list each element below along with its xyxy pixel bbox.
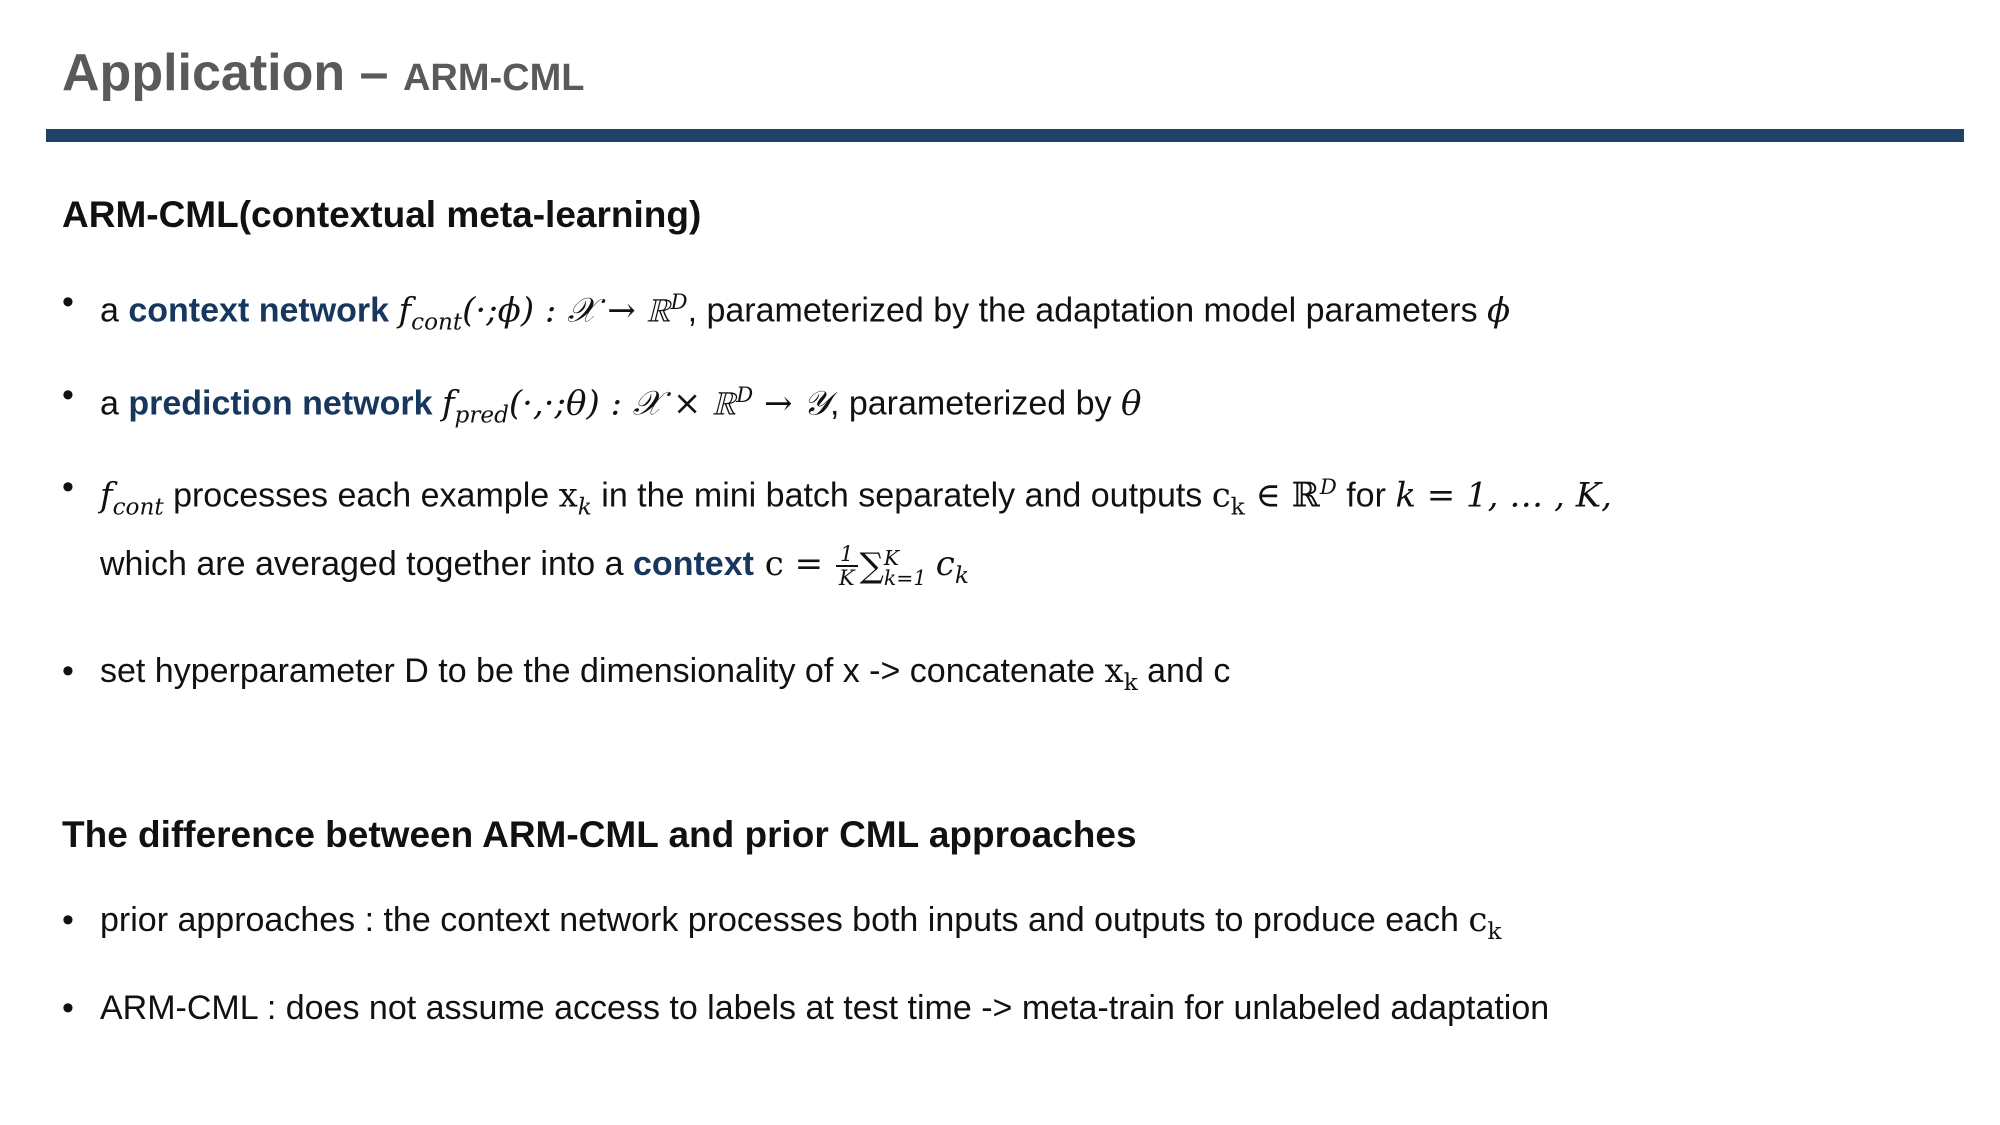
sum-lower: k=1 — [883, 566, 927, 591]
math-ck: c — [935, 544, 955, 584]
math-superscript: D — [1319, 474, 1337, 499]
math-superscript: D — [736, 382, 754, 407]
section-heading-difference: The difference between ARM-CML and prior CML approaches — [62, 814, 1137, 855]
math-c-eq: c = — [753, 544, 834, 584]
math-fraction — [836, 540, 858, 591]
text-main: set hyperparameter D to be the dimensionality of x -> concatenate — [100, 652, 1105, 690]
math-c: c — [1468, 900, 1488, 940]
bullet-text — [100, 463, 1612, 532]
math-x: x — [1104, 651, 1124, 691]
math-ck-subscript: k — [954, 563, 969, 590]
math-f: f — [441, 383, 455, 424]
math-x-subscript: k — [1123, 670, 1138, 697]
bullet-text — [100, 371, 1141, 440]
text-main: prior approaches : the context network processes both inputs and outputs to produce each — [100, 901, 1469, 939]
bullet-dot: • — [62, 283, 74, 321]
text-part1: processes each example — [163, 476, 559, 515]
math-param: θ — [1120, 383, 1142, 424]
fraction-denominator: K — [838, 565, 855, 591]
fraction-numerator: 1 — [836, 543, 858, 567]
title-subtitle: ARM-CML — [402, 57, 585, 99]
math-x-subscript: k — [577, 494, 592, 521]
math-c-subscript: k — [1230, 494, 1245, 521]
bullet-dot: • — [62, 468, 74, 506]
bullet-text — [100, 896, 1501, 956]
sum-upper: K — [883, 545, 900, 570]
title-separator: – — [345, 44, 403, 102]
math-signature: (·,·;θ) : 𝒳 × ℝ — [508, 383, 737, 424]
sum-symbol: ∑ — [859, 546, 884, 587]
term-context: context — [633, 545, 754, 583]
title-divider — [46, 129, 1964, 142]
title-main: Application — [62, 44, 346, 102]
text-suffix: , parameterized by the adaptation model parameters — [687, 291, 1488, 330]
bullet-dot: • — [62, 901, 74, 939]
math-f: f — [398, 290, 412, 331]
text-prefix: which are averaged together into a — [100, 545, 634, 583]
math-in: ∈ ℝ — [1244, 475, 1320, 516]
text-prefix: a — [100, 384, 129, 423]
math-c-subscript: k — [1487, 919, 1502, 946]
bullet-text — [100, 647, 1230, 707]
math-superscript: D — [670, 289, 688, 314]
bullet-text — [100, 540, 969, 600]
slide-title — [62, 38, 584, 113]
math-f-subscript: cont — [411, 309, 463, 336]
section-heading-arm-cml: ARM-CML(contextual meta-learning) — [62, 194, 702, 235]
math-f-subscript: cont — [112, 494, 164, 521]
text-prefix: a — [100, 291, 129, 330]
term-context-network: context network — [128, 291, 390, 330]
bullet-dot: • — [62, 989, 74, 1027]
text-part3: for — [1336, 476, 1396, 515]
text-part2: in the mini batch separately and outputs — [591, 476, 1212, 515]
math-c: c — [1211, 475, 1231, 516]
math-sum — [860, 542, 927, 590]
math-signature: (·;ϕ) : 𝒳 → ℝ — [462, 290, 671, 331]
bullet-text: ARM-CML : does not assume access to labels at test time -> meta-train for unlabeled adaptation — [100, 989, 1550, 1027]
bullet-text — [100, 278, 1510, 347]
sum-limits — [883, 545, 927, 591]
bullet-dot: • — [62, 652, 74, 690]
math-f: f — [100, 475, 113, 516]
math-param: ϕ — [1487, 290, 1511, 331]
text-suffix: and c — [1137, 652, 1231, 690]
math-x: x — [558, 475, 578, 516]
math-arrow: → 𝒴 — [753, 383, 830, 424]
text-suffix: , parameterized by — [829, 384, 1121, 423]
math-f-subscript: pred — [454, 402, 509, 429]
term-prediction-network: prediction network — [128, 384, 433, 423]
bullet-dot: • — [62, 376, 74, 414]
math-range: k = 1, … , K, — [1395, 475, 1612, 516]
